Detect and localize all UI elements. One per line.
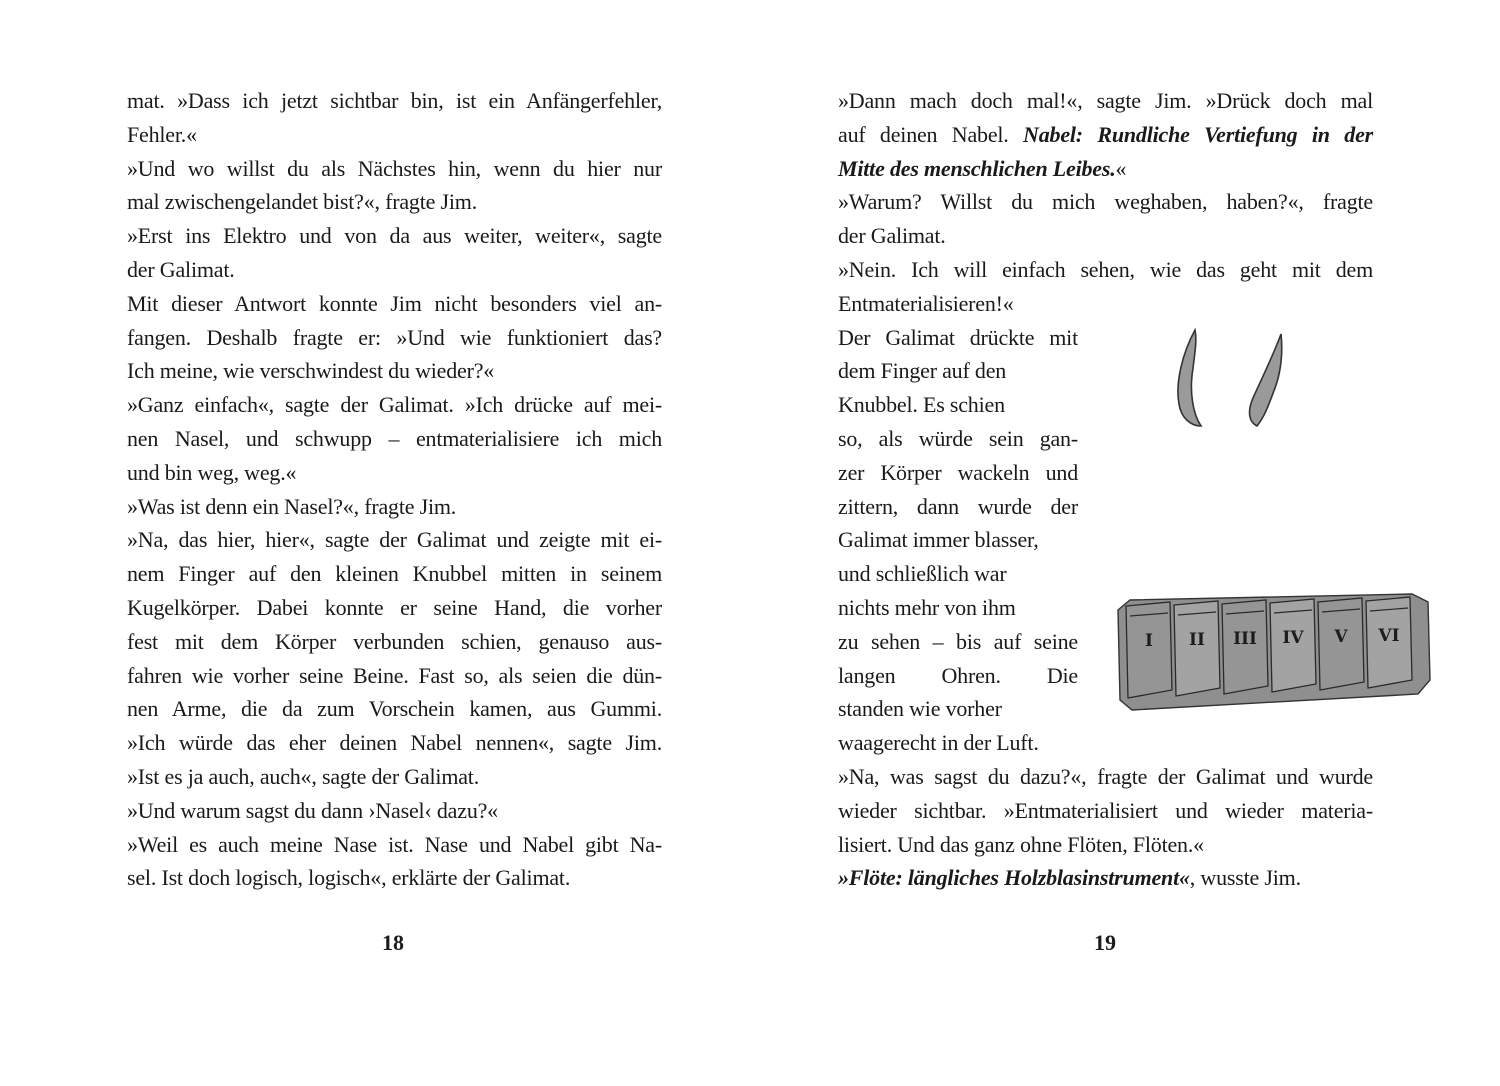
text-line: »Na, das hier, hier«, sagte der Galimat und zeigte mit ei- (127, 527, 662, 553)
text-line: nichts mehr von ihm (838, 594, 1016, 620)
text-line: »Und wo willst du als Nächstes hin, wenn du hier nur (127, 155, 662, 181)
definition-text: Nabel: Rundliche Vertiefung in der (1023, 121, 1373, 147)
text-line (838, 118, 1373, 152)
text-line: Ich meine, wie verschwindest du wieder?« (127, 358, 495, 384)
text-segment: auf deinen Nabel. (838, 121, 1024, 147)
text-line: fahren wie vorher seine Beine. Fast so, als seien die dün- (127, 662, 662, 688)
text-line: zittern, dann wurde der (838, 493, 1078, 519)
page-number: 19 (1094, 930, 1116, 955)
text-line: »Ist es ja auch, auch«, sagte der Galimat. (127, 763, 480, 789)
book-label: VI (1378, 626, 1400, 646)
text-line: langen Ohren. Die (838, 662, 1078, 688)
text-line: und bin weg, weg.« (127, 459, 297, 485)
text-line: Kugelkörper. Dabei konnte er seine Hand, die vorher (127, 594, 662, 620)
right-page (750, 0, 1500, 1086)
text-line: »Ich würde das eher deinen Nabel nennen«, sagte Jim. (127, 730, 662, 756)
text-line (838, 861, 1373, 895)
book-label: IV (1282, 628, 1304, 648)
book-label: III (1233, 629, 1257, 649)
text-segment: , wusste Jim. (1189, 865, 1301, 891)
text-line: mal zwischengelandet bist?«, fragte Jim. (127, 189, 477, 215)
right-text-column (838, 84, 1373, 895)
text-line: dem Finger auf den (838, 358, 1007, 384)
text-line: und schließlich war (838, 561, 1007, 587)
text-line: Knubbel. Es schien (838, 392, 1005, 418)
text-line: lisiert. Und das ganz ohne Flöten, Flöten.« (838, 831, 1204, 857)
text-line: waagerecht in der Luft. (838, 730, 1039, 756)
text-line: »Erst ins Elektro und von da aus weiter, weiter«, sagte (127, 223, 662, 249)
book-label: I (1145, 631, 1153, 651)
text-line: der Galimat. (838, 223, 946, 249)
text-line: »Und warum sagst du dann ›Nasel‹ dazu?« (127, 797, 498, 823)
text-line: zer Körper wackeln und (838, 459, 1078, 485)
text-line: »Was ist denn ein Nasel?«, fragte Jim. (127, 493, 457, 519)
text-line: nen Nasel, und schwupp – entmaterialisiere ich mich (127, 425, 662, 451)
definition-text: Mitte des menschlichen Leibes. (838, 155, 1116, 181)
text-line: Entmaterialisieren!« (838, 290, 1014, 316)
text-line: nem Finger auf den kleinen Knubbel mitten in seinem (127, 561, 662, 587)
text-line: »Warum? Willst du mich weghaben, haben?«, fragte (838, 189, 1373, 215)
left-ear-shape (1178, 330, 1201, 426)
text-line: sel. Ist doch logisch, logisch«, erklärte der Galimat. (127, 865, 571, 891)
right-ear-shape (1250, 334, 1282, 426)
text-line: wieder sichtbar. »Entmaterialisiert und wieder materia- (838, 797, 1373, 823)
text-line: Fehler.« (127, 121, 197, 147)
text-line: Galimat immer blasser, (838, 527, 1039, 553)
text-line: der Galimat. (127, 256, 235, 282)
text-line: zu sehen – bis auf seine (838, 628, 1078, 654)
text-line: so, als würde sein gan- (838, 425, 1078, 451)
book-label: V (1334, 627, 1348, 647)
page-number: 18 (382, 930, 404, 955)
text-line (838, 152, 1373, 186)
text-segment: « (1115, 155, 1127, 181)
text-line: »Ganz einfach«, sagte der Galimat. »Ich drücke auf mei- (127, 392, 662, 418)
text-line: »Dann mach doch mal!«, sagte Jim. »Drück doch mal (838, 88, 1373, 113)
text-line: »Nein. Ich will einfach sehen, wie das geht mit dem (838, 256, 1373, 282)
text-line: »Na, was sagst du dazu?«, fragte der Galimat und wurde (838, 763, 1373, 789)
text-line: nen Arme, die da zum Vorschein kamen, aus Gummi. (127, 696, 662, 722)
text-line: fangen. Deshalb fragte er: »Und wie funktioniert das? (127, 324, 662, 350)
definition-text: »Flöte: längliches Holzblasinstrument« (838, 865, 1190, 891)
ears-illustration (1165, 322, 1295, 434)
text-line: fest mit dem Körper verbunden schien, genauso aus- (127, 628, 662, 654)
text-line: standen wie vorher (838, 696, 1002, 722)
lexicon-books-illustration (1112, 582, 1434, 722)
text-line: Der Galimat drückte mit (838, 324, 1078, 350)
text-line: Mit dieser Antwort konnte Jim nicht besonders viel an- (127, 290, 662, 316)
left-text-column (127, 84, 662, 895)
book-label: II (1189, 630, 1205, 650)
text-line: mat. »Dass ich jetzt sichtbar bin, ist ein Anfängerfehler, (127, 88, 662, 113)
text-line: »Weil es auch meine Nase ist. Nase und Nabel gibt Na- (127, 831, 662, 857)
